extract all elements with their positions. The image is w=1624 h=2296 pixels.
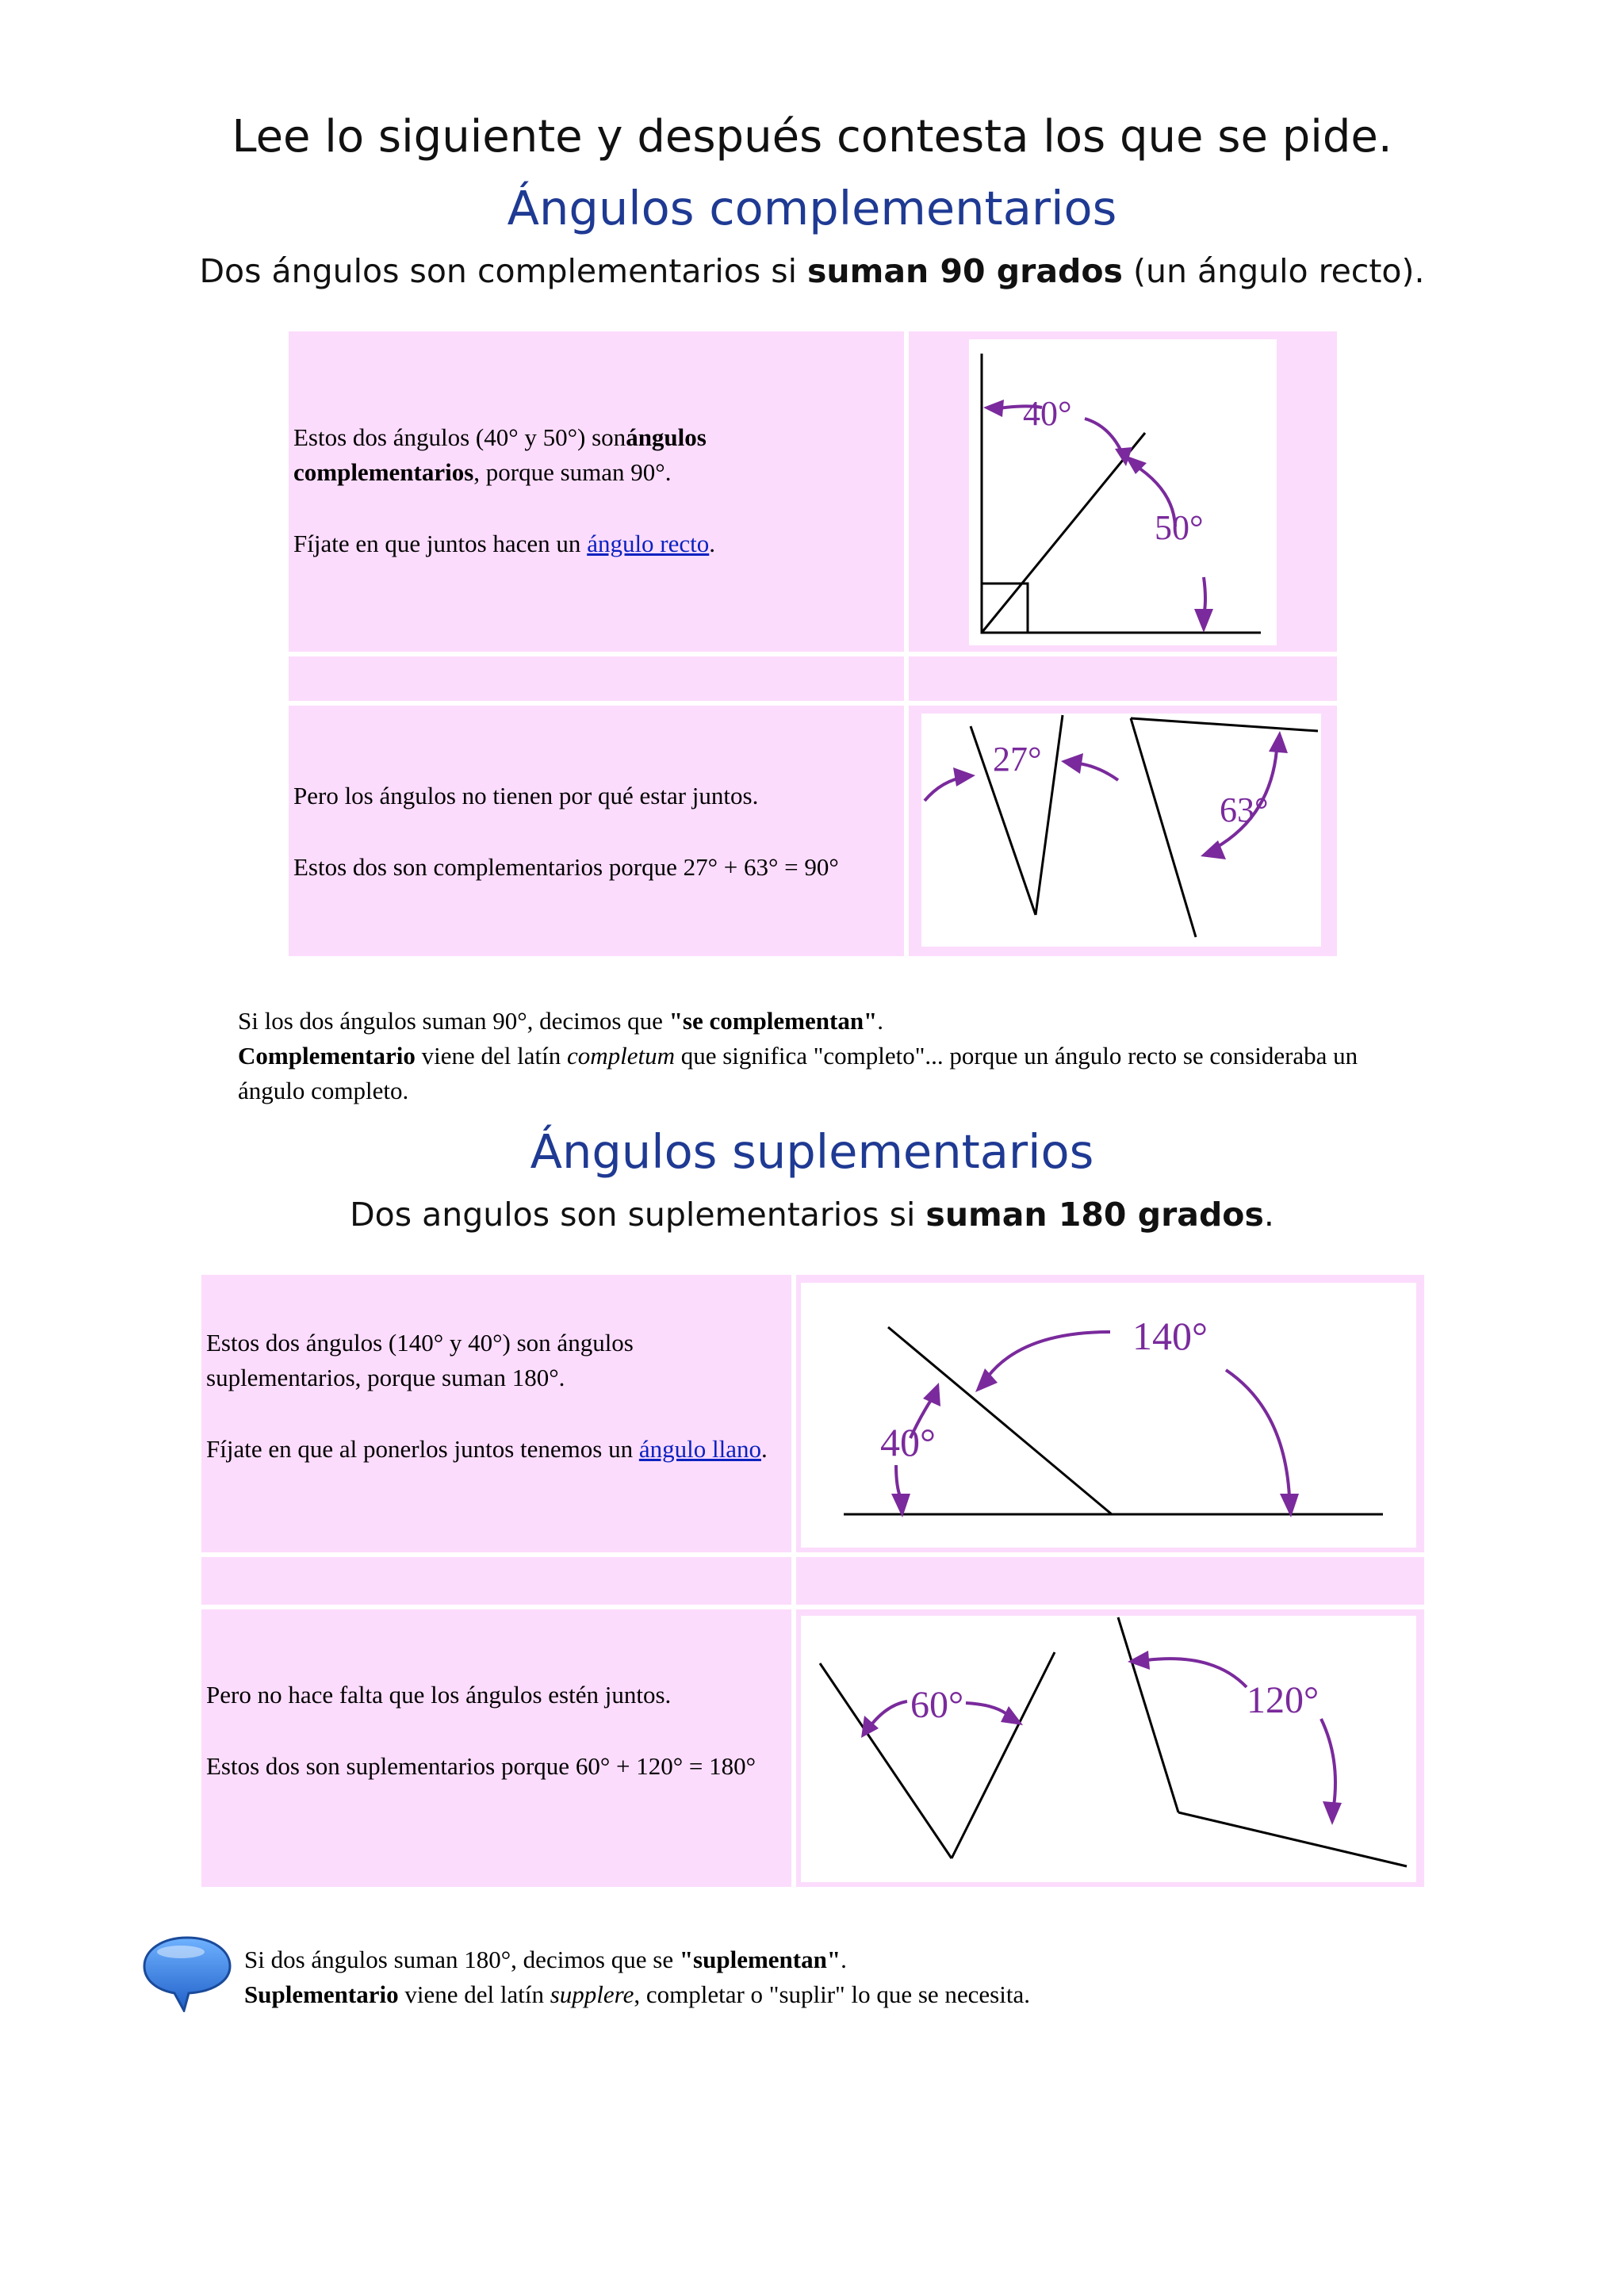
heading-complementarios: Ángulos complementarios (507, 181, 1117, 235)
table-cell (201, 1557, 791, 1605)
figure-complementarios-1 (969, 339, 1277, 645)
figure-suplementarios-2 (801, 1616, 1416, 1882)
lead-suplementarios: Dos angulos son suplementarios si suman 180 grados. (350, 1196, 1274, 1234)
link-angulo-llano[interactable]: ángulo llano (638, 1435, 761, 1463)
table-cell (289, 656, 904, 701)
heading-suplementarios: Ángulos suplementarios (530, 1124, 1094, 1179)
note-suplementarios: Si dos ángulos suman 180°, decimos que se "suplementan". Suplementario viene del latín supplere, completar o "suplir" lo que se necesita. (244, 1946, 1030, 2008)
figure-40-50-svg (969, 339, 1277, 645)
speech-bubble-icon (140, 1933, 235, 2012)
note-complementarios: Si los dos ángulos suman 90°, decimos que "se complementan". Complementario viene del latín completum que significa "completo"... porque un ángulo recto se consideraba un ángulo completo. (238, 1007, 1358, 1104)
figure-complementarios-2 (921, 714, 1321, 947)
page-title: Lee lo siguiente y después contesta los que se pide. (232, 111, 1392, 163)
lead-complementarios: Dos ángulos son complementarios si suman 90 grados (un ángulo recto). (199, 252, 1425, 290)
figure-140-40-svg (801, 1283, 1416, 1548)
complementarios-row2-text: Pero los ángulos no tienen por qué estar juntos. Estos dos son complementarios porque 27° + 63° = 90° (293, 782, 839, 881)
complementarios-row1-text: Estos dos ángulos (40° y 50°) sonángulos complementarios, porque suman 90°. Fíjate en que juntos hacen un ángulo recto. (293, 423, 716, 557)
label-60: 60° (910, 1684, 964, 1726)
figure-27-63-svg (921, 714, 1321, 947)
figure-60-120-svg (801, 1616, 1416, 1882)
suplementarios-row2-text: Pero no hace falta que los ángulos estén juntos. Estos dos son suplementarios porque 60° + 120° = 180° (206, 1681, 756, 1780)
suplementarios-row1-text: Estos dos ángulos (140° y 40°) son ángulos suplementarios, porque suman 180°. Fíjate en que al ponerlos juntos tenemos un ángulo llano. (206, 1329, 768, 1463)
label-27: 27° (993, 740, 1042, 779)
figure-suplementarios-1 (801, 1283, 1416, 1548)
table-cell (796, 1557, 1424, 1605)
label-140: 140° (1132, 1314, 1208, 1358)
table-cell (909, 656, 1337, 701)
label-40: 40° (1023, 394, 1072, 433)
label-50: 50° (1155, 508, 1204, 547)
label-40-sup: 40° (880, 1420, 936, 1464)
label-63: 63° (1220, 790, 1269, 829)
link-angulo-recto[interactable]: ángulo recto (587, 530, 710, 557)
label-120: 120° (1247, 1679, 1320, 1721)
